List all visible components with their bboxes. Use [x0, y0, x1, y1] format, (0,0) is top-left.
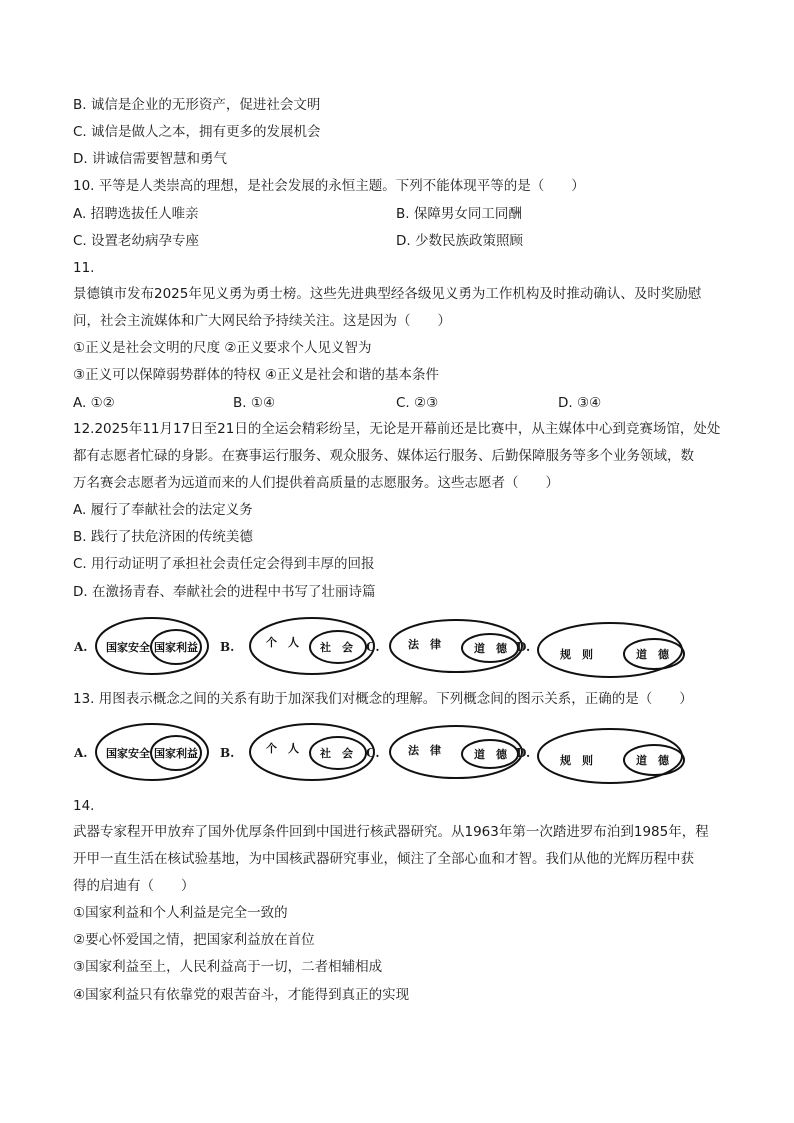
q14-stem-line2: 开甲一直生活在核试验基地，为中国核武器研究事业，倾注了全部心血和才智。我们从他的光辉历程中获 [73, 851, 694, 867]
q12-option-a: A. 履行了奉献社会的法定义务 [73, 502, 253, 518]
q12-option-c: C. 用行动证明了承担社会责任定会得到丰厚的回报 [73, 556, 375, 572]
q10-option-a: A. 招聘选拔任人唯亲 [73, 206, 199, 222]
nested-ellipse-d [536, 722, 696, 786]
concept-diagram-row-1 [70, 616, 720, 680]
q11-item-line1: ①正义是社会文明的尺度 ②正义要求个人见义智为 [73, 340, 372, 356]
diagram-b-outer-label: 个 人 [266, 742, 299, 755]
q9-option-d: D. 讲诚信需要智慧和勇气 [73, 151, 227, 167]
nested-ellipse-a [94, 722, 234, 786]
nested-ellipse-a [94, 616, 234, 680]
diagram-d-outer-label: 规 则 [560, 648, 593, 661]
q11-option-a: A. ①② [73, 395, 115, 411]
q14-item-4: ④国家利益只有依靠党的艰苦奋斗，才能得到真正的实现 [73, 987, 410, 1003]
diagram-letter-b: B. [220, 640, 235, 654]
diagram-d-inner-label: 道 德 [636, 648, 669, 661]
q13-stem: 13. 用图表示概念之间的关系有助于加深我们对概念的理解。下列概念间的图示关系，正确的是（ ） [73, 691, 693, 707]
diagram-d-outer-label: 规 则 [560, 754, 593, 767]
diagram-letter-a: A. [74, 640, 88, 654]
q10-option-b: B. 保障男女同工同酬 [396, 206, 522, 222]
q14-item-3: ③国家利益至上，人民利益高于一切，二者相辅相成 [73, 959, 383, 975]
q11-option-d: D. ③④ [558, 395, 602, 411]
q12-stem-line3: 万名赛会志愿者为远道而来的人们提供着高质量的志愿服务。这些志愿者（ ） [73, 475, 559, 491]
diagram-letter-a: A. [74, 746, 88, 760]
diagram-a-inner-label: 国家利益 [154, 641, 198, 654]
q14-item-1: ①国家利益和个人利益是完全一致的 [73, 905, 288, 921]
q9-option-c: C. 诚信是做人之本，拥有更多的发展机会 [73, 124, 321, 140]
nested-ellipse-c [386, 722, 536, 786]
q9-option-b: B. 诚信是企业的无形资产，促进社会文明 [73, 97, 321, 113]
q11-stem-line2: 问，社会主流媒体和广大网民给予持续关注。这是因为（ ） [73, 313, 451, 329]
diagram-letter-d: D. [516, 746, 531, 760]
q10-stem: 10. 平等是人类崇高的理想，是社会发展的永恒主题。下列不能体现平等的是（ ） [73, 178, 585, 194]
q12-option-d: D. 在激扬青春、奉献社会的进程中书写了壮丽诗篇 [73, 584, 376, 600]
diagram-letter-d: D. [516, 640, 531, 654]
q11-item-line2: ③正义可以保障弱势群体的特权 ④正义是社会和谐的基本条件 [73, 367, 439, 383]
diagram-d-inner-label: 道 德 [636, 754, 669, 767]
diagram-letter-c: C. [366, 640, 380, 654]
q12-option-b: B. 践行了扶危济困的传统美德 [73, 529, 253, 545]
q12-stem-line2: 都有志愿者忙碌的身影。在赛事运行服务、观众服务、媒体运行服务、后勤保障服务等多个业务领域，数 [73, 448, 694, 464]
q14-item-2: ②要心怀爱国之情，把国家利益放在首位 [73, 932, 315, 948]
diagram-b-inner-label: 社 会 [320, 641, 353, 654]
q10-option-d: D. 少数民族政策照顾 [396, 233, 523, 249]
q14-stem-line1: 武器专家程开甲放弃了国外优厚条件回到中国进行核武器研究。从1963年第一次踏进罗布泊到1985年，程 [73, 824, 709, 840]
q11-option-c: C. ②③ [396, 395, 439, 411]
q11-option-b: B. ①④ [233, 395, 276, 411]
diagram-letter-c: C. [366, 746, 380, 760]
diagram-c-inner-label: 道 德 [474, 642, 507, 655]
q10-option-c: C. 设置老幼病孕专座 [73, 233, 200, 249]
q14-number: 14. [73, 798, 95, 814]
q11-number: 11. [73, 260, 95, 276]
diagram-a-outer-label: 国家安全 [106, 747, 150, 760]
diagram-a-outer-label: 国家安全 [106, 641, 150, 654]
q14-stem-line3: 得的启迪有（ ） [73, 878, 195, 894]
nested-ellipse-d [536, 616, 696, 680]
diagram-c-outer-label: 法 律 [408, 744, 441, 757]
diagram-letter-b: B. [220, 746, 235, 760]
diagram-a-inner-label: 国家利益 [154, 747, 198, 760]
diagram-c-inner-label: 道 德 [474, 748, 507, 761]
nested-ellipse-c [386, 616, 536, 680]
q12-stem-line1: 12.2025年11月17日至21日的全运会精彩纷呈，无论是开幕前还是比赛中，从主媒体中心到竞赛场馆，处处 [73, 421, 721, 437]
diagram-c-outer-label: 法 律 [408, 638, 441, 651]
diagram-b-inner-label: 社 会 [320, 747, 353, 760]
q11-stem-line1: 景德镇市发布2025年见义勇为勇士榜。这些先进典型经各级见义勇为工作机构及时推动确认、及时奖励慰 [73, 286, 702, 302]
concept-diagram-row-2 [70, 722, 720, 786]
diagram-b-outer-label: 个 人 [266, 636, 299, 649]
